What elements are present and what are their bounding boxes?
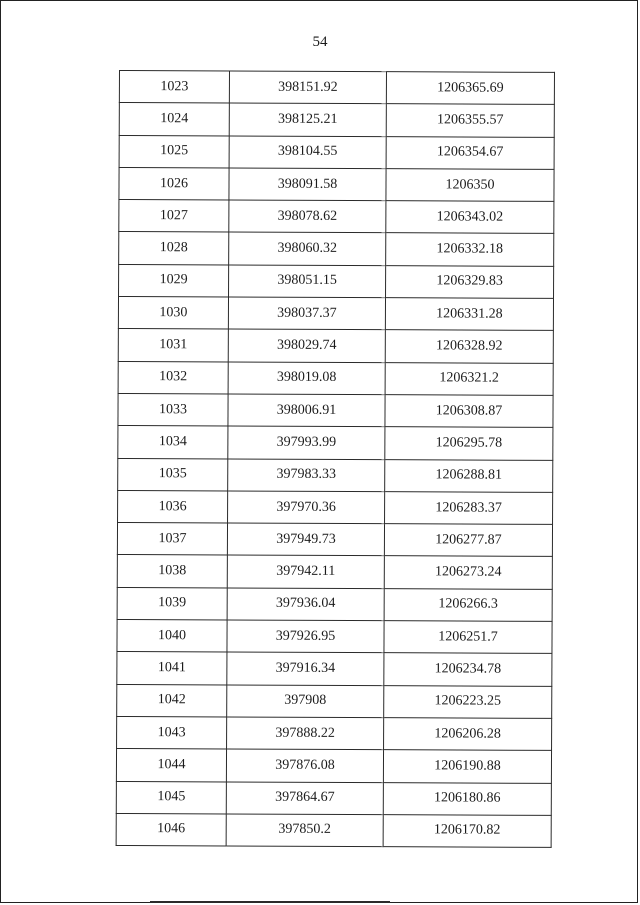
table-row — [117, 716, 552, 750]
x-coordinate-cell: 398078.62 — [229, 200, 386, 233]
y-coordinate-cell: 1206251.7 — [384, 621, 552, 654]
table-row — [119, 135, 554, 169]
table-row — [116, 813, 551, 847]
table-row — [116, 781, 551, 815]
y-coordinate-cell: 1206170.82 — [383, 814, 551, 847]
table-row — [117, 523, 552, 557]
point-id-cell: 1037 — [117, 523, 227, 556]
y-coordinate-cell: 1206283.37 — [385, 492, 553, 525]
table-row — [119, 103, 554, 137]
table-row — [118, 297, 553, 331]
point-id-cell: 1041 — [117, 652, 227, 685]
y-coordinate-cell: 1206234.78 — [384, 653, 552, 686]
table-row — [117, 587, 552, 621]
table-row — [118, 361, 553, 395]
point-id-cell: 1036 — [118, 490, 228, 523]
x-coordinate-cell: 398029.74 — [228, 329, 385, 362]
table-row — [119, 232, 554, 266]
y-coordinate-cell: 1206365.69 — [386, 72, 554, 105]
y-coordinate-cell: 1206343.02 — [386, 201, 554, 234]
x-coordinate-cell: 397864.67 — [226, 782, 383, 815]
y-coordinate-cell: 1206206.28 — [384, 718, 552, 751]
y-coordinate-cell: 1206273.24 — [384, 556, 552, 589]
point-id-cell: 1040 — [117, 620, 227, 653]
y-coordinate-cell: 1206331.28 — [385, 298, 553, 331]
y-coordinate-cell: 1206329.83 — [386, 265, 554, 298]
point-id-cell: 1046 — [116, 813, 226, 846]
y-coordinate-cell: 1206190.88 — [383, 750, 551, 783]
y-coordinate-cell: 1206288.81 — [385, 459, 553, 492]
x-coordinate-cell: 398051.15 — [229, 265, 386, 298]
bottom-rule — [150, 901, 390, 903]
x-coordinate-cell: 398037.37 — [228, 297, 385, 330]
x-coordinate-cell: 397926.95 — [227, 620, 384, 653]
point-id-cell: 1026 — [119, 167, 229, 200]
y-coordinate-cell: 1206180.86 — [383, 782, 551, 815]
point-id-cell: 1039 — [117, 587, 227, 620]
coordinate-table — [116, 70, 555, 848]
x-coordinate-cell: 397993.99 — [228, 426, 385, 459]
y-coordinate-cell: 1206266.3 — [384, 588, 552, 621]
point-id-cell: 1034 — [118, 426, 228, 459]
table-row — [119, 264, 554, 298]
point-id-cell: 1043 — [117, 716, 227, 749]
point-id-cell: 1028 — [119, 232, 229, 265]
point-id-cell: 1042 — [117, 684, 227, 717]
y-coordinate-cell: 1206308.87 — [385, 395, 553, 428]
table-row — [119, 200, 554, 234]
table-row — [117, 652, 552, 686]
table-body — [116, 71, 554, 848]
y-coordinate-cell: 1206295.78 — [385, 427, 553, 460]
page-number: 54 — [312, 34, 328, 50]
x-coordinate-cell: 398019.08 — [228, 362, 385, 395]
point-id-cell: 1033 — [118, 393, 228, 426]
y-coordinate-cell: 1206354.67 — [386, 136, 554, 169]
x-coordinate-cell: 397942.11 — [227, 555, 384, 588]
table-row — [118, 329, 553, 363]
point-id-cell: 1031 — [118, 329, 228, 362]
x-coordinate-cell: 397983.33 — [228, 459, 385, 492]
table-row — [118, 426, 553, 460]
point-id-cell: 1024 — [119, 103, 229, 136]
point-id-cell: 1044 — [116, 749, 226, 782]
x-coordinate-cell: 397850.2 — [226, 814, 383, 847]
x-coordinate-cell: 398060.32 — [229, 232, 386, 265]
point-id-cell: 1045 — [116, 781, 226, 814]
x-coordinate-cell: 397949.73 — [227, 523, 384, 556]
x-coordinate-cell: 398091.58 — [229, 168, 386, 201]
table-row — [118, 490, 553, 524]
point-id-cell: 1029 — [119, 264, 229, 297]
table-row — [117, 555, 552, 589]
y-coordinate-cell: 1206328.92 — [385, 330, 553, 363]
point-id-cell: 1032 — [118, 361, 228, 394]
x-coordinate-cell: 397916.34 — [227, 652, 384, 685]
y-coordinate-cell: 1206332.18 — [386, 233, 554, 266]
table-row — [116, 749, 551, 783]
table-row — [118, 393, 553, 427]
x-coordinate-cell: 397888.22 — [227, 717, 384, 750]
x-coordinate-cell: 397876.08 — [226, 749, 383, 782]
x-coordinate-cell: 398151.92 — [229, 71, 386, 104]
x-coordinate-cell: 397908 — [227, 685, 384, 718]
y-coordinate-cell: 1206321.2 — [385, 362, 553, 395]
table-row — [119, 71, 554, 105]
point-id-cell: 1038 — [117, 555, 227, 588]
point-id-cell: 1027 — [119, 200, 229, 233]
table-row — [119, 167, 554, 201]
x-coordinate-cell: 398006.91 — [228, 394, 385, 427]
x-coordinate-cell: 398125.21 — [229, 103, 386, 136]
table-row — [118, 458, 553, 492]
point-id-cell: 1030 — [118, 297, 228, 330]
y-coordinate-cell: 1206277.87 — [384, 524, 552, 557]
y-coordinate-cell: 1206350 — [386, 169, 554, 202]
y-coordinate-cell: 1206355.57 — [386, 104, 554, 137]
x-coordinate-cell: 397970.36 — [228, 491, 385, 524]
point-id-cell: 1025 — [119, 135, 229, 168]
point-id-cell: 1023 — [119, 71, 229, 104]
table-row — [117, 620, 552, 654]
x-coordinate-cell: 397936.04 — [227, 588, 384, 621]
point-id-cell: 1035 — [118, 458, 228, 491]
x-coordinate-cell: 398104.55 — [229, 136, 386, 169]
table-row — [117, 684, 552, 718]
y-coordinate-cell: 1206223.25 — [384, 685, 552, 718]
